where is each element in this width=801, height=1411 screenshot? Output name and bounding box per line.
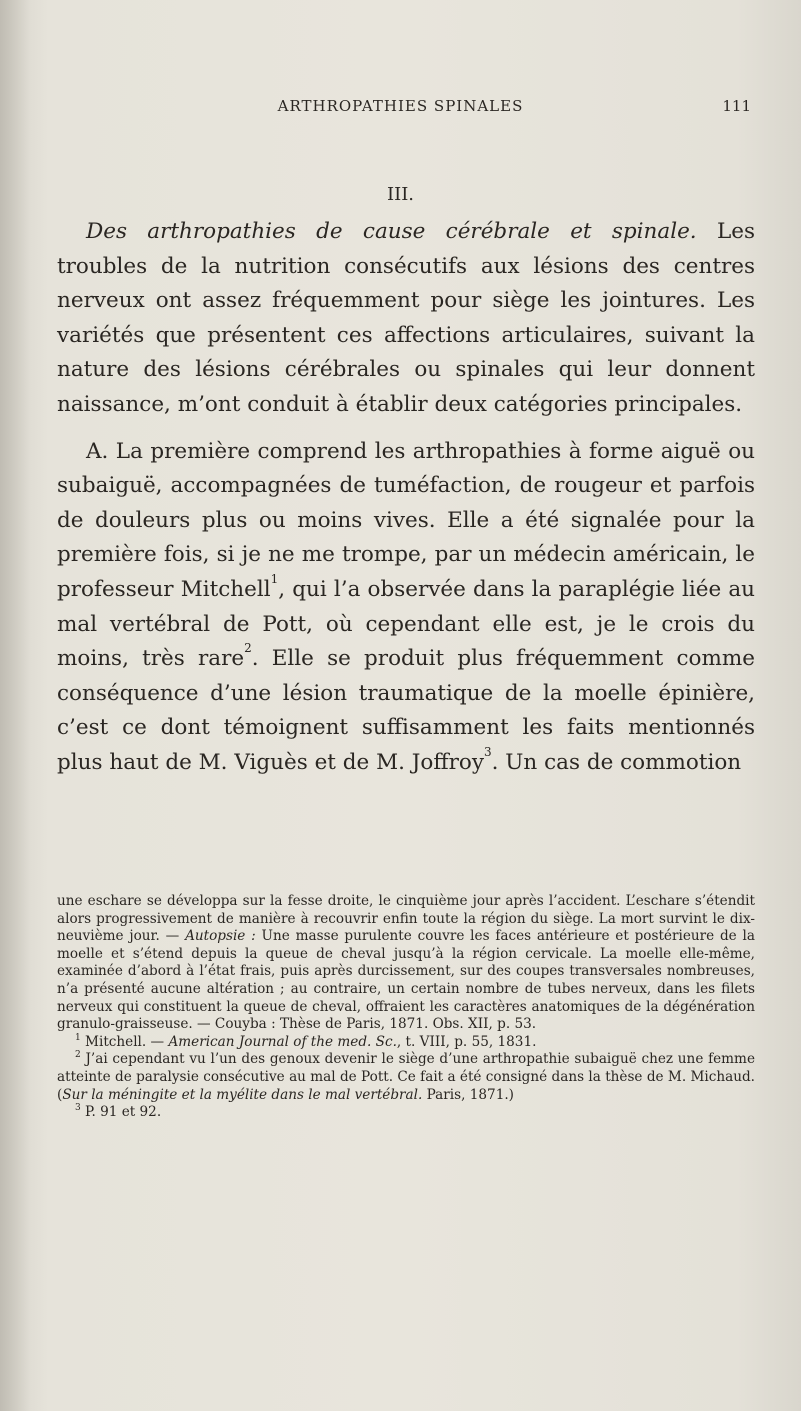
footnote-3 [57, 1104, 755, 1122]
footnote-2-text-b: Paris, 1871.) [422, 1086, 514, 1103]
footnote-ref-1: 1 [270, 571, 279, 586]
paragraph-2-text-c: . Elle se produit plus fréquemment comme conséquence d’une lésion traumatique de la moelle épinière, c’est ce dont témoignent suffisamment les faits mentionnés plus haut de M. Viguès et de M. Joffroy [57, 646, 755, 775]
page-number: 111 [722, 97, 751, 115]
footnote-continuation [57, 893, 755, 1034]
footnote-1-number: 1 [75, 1032, 81, 1043]
footnote-1-journal-title: American Journal of the med. Sc. [168, 1033, 397, 1050]
autopsie-label: Autopsie : [185, 928, 256, 945]
footnote-2-text-a: J’ai cependant vu l’un des genoux devenir le siège d’une arthropathie subaiguë chez une femme atteinte de paralysie consécutive au mal de Pott. Ce fait a été consigné dans la thèse de M. Michaud. ( [57, 1051, 755, 1103]
footnotes [57, 893, 755, 1122]
footnote-continuation-text-a: une eschare se développa sur la fesse droite, le cinquième jour après l’accident. L’eschare s’étendit alors progressivement de manière à recouvrir enfin toute la région du siège. La mort survint le dix-neuvième jour. — [57, 893, 755, 945]
section-heading-italic: Des arthropathies de cause cérébrale et spinale. [86, 219, 697, 244]
footnote-3-text: P. 91 et 92. [80, 1104, 162, 1121]
footnote-2-number: 2 [75, 1050, 81, 1061]
footnote-continuation-text-b: Une masse purulente couvre les faces antérieure et postérieure de la moelle et s’étend depuis la queue de cheval jusqu’à la région cervicale. La moelle elle-même, examinée d’abord à l’état frais, puis après durcissement, sur des coupes transversales nombreuses, n’a présenté aucune altération ; au contraire, un certain nombre de tubes nerveux, dans les filets nerveux qui constituent la queue de cheval, offraient les caractères anatomiques de la dégénération granulo-graisseuse. — Couyba : Thèse de Paris, 1871. Obs. XII, p. 53. [57, 928, 755, 1033]
footnote-1 [57, 1034, 755, 1052]
section-number: III. [386, 184, 415, 205]
footnote-1-text-a: Mitchell. — [80, 1033, 169, 1050]
footnote-ref-3: 3 [483, 744, 492, 759]
paragraph-2-text-a: A. La première comprend les arthropathies à forme aiguë ou subaiguë, accompagnées de tuméfaction, de rougeur et parfois de douleurs plus ou moins vives. Elle a été signalée pour la première fois, si je ne me trompe, par un médecin américain, le professeur Mitchell [57, 438, 755, 602]
footnote-2-thesis-title: Sur la méningite et la myélite dans le mal vertébral. [62, 1086, 423, 1103]
footnote-3-number: 3 [75, 1103, 81, 1114]
footnote-ref-2: 2 [244, 641, 252, 656]
paragraph-2 [57, 435, 755, 781]
footnote-2 [57, 1051, 755, 1104]
running-head [0, 97, 801, 121]
paragraph-1-text: Les troubles de la nutrition consécutifs aux lésions des centres nerveux ont assez fréquemment pour siège les jointures. Les variétés que présentent ces affections articulaires, suivant la nature des lésions cérébrales ou spinales qui leur donnent naissance, m’ont conduit à établir deux catégories principales. [57, 219, 755, 417]
paragraph-1 [57, 215, 755, 423]
page-gutter-shadow [0, 0, 30, 1411]
footnote-1-text-b: , t. VIII, p. 55, 1831. [396, 1033, 537, 1050]
paragraph-2-text-b: , qui l’a observée dans la paraplégie liée au mal vertébral de Pott, où cependant elle est, je le crois du moins, très rare [57, 576, 756, 672]
body-text [57, 215, 755, 781]
paragraph-2-text-d: . Un cas de commotion [491, 749, 742, 775]
running-title: ARTHROPATHIES SPINALES [277, 97, 524, 115]
